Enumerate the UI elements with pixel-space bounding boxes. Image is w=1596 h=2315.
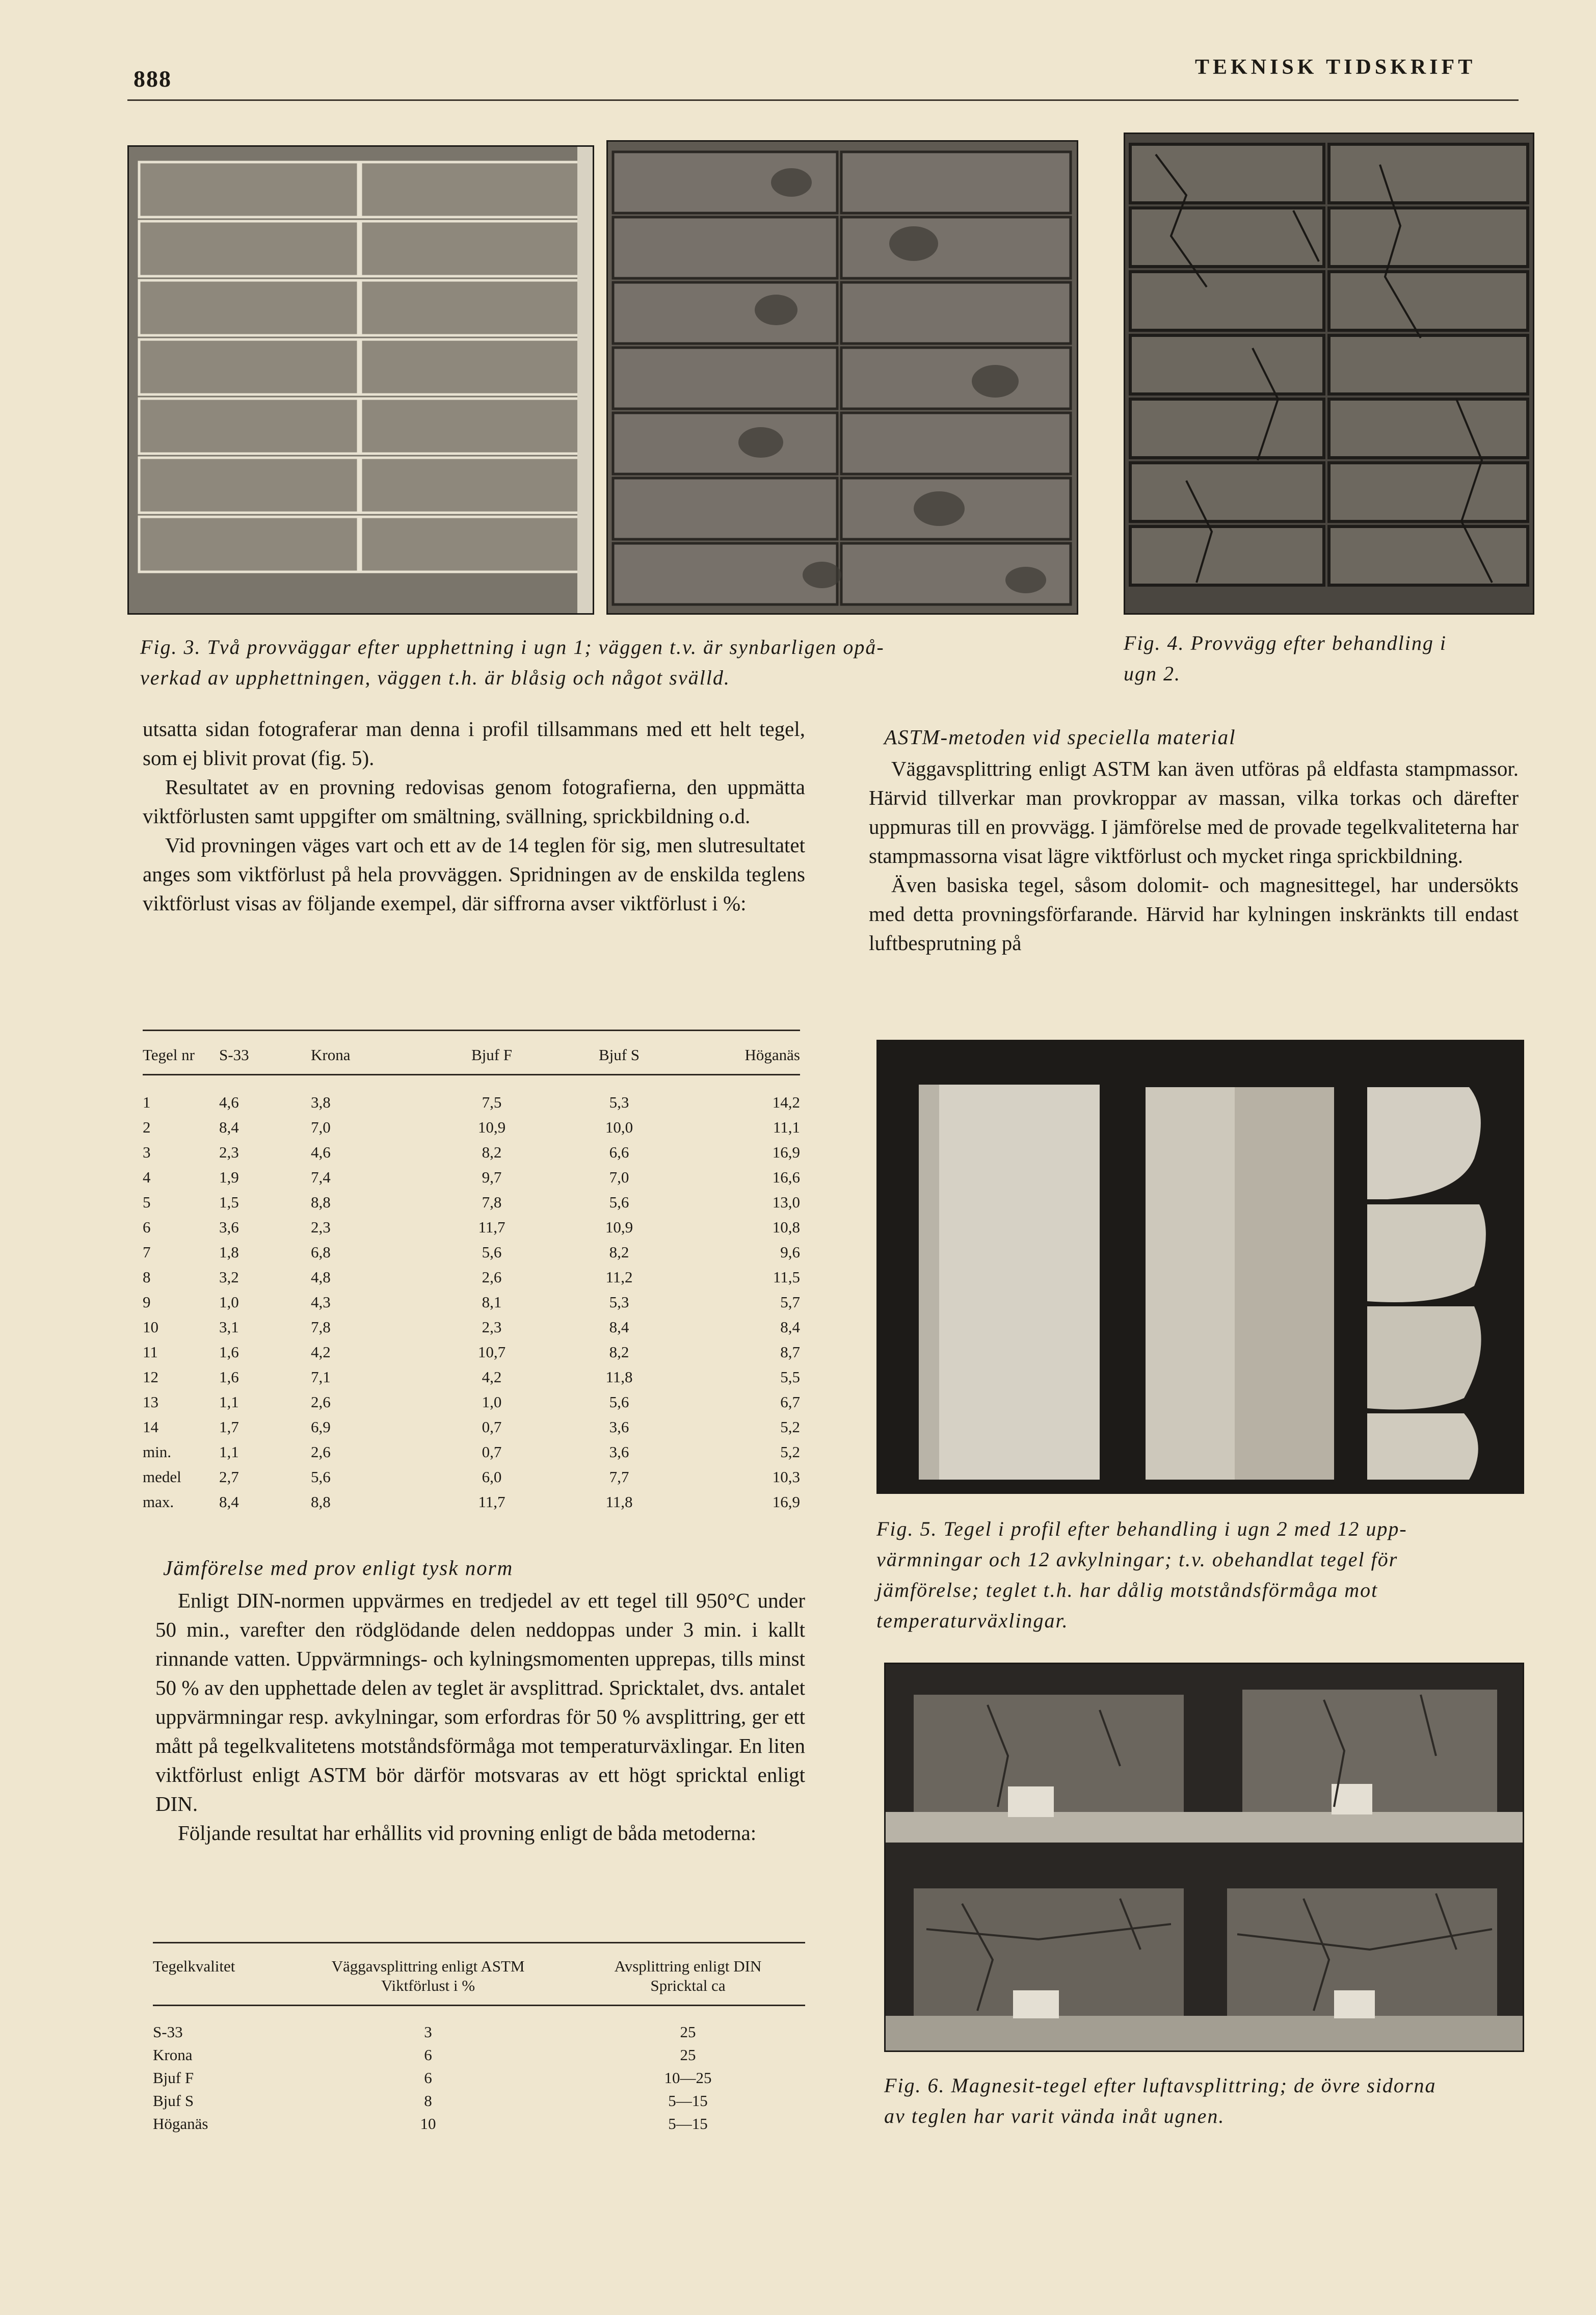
weight-loss-row (143, 1265, 800, 1290)
right-para-1: Väggavsplittring enligt ASTM kan även utföras på eldfasta stampmassor. Härvid tillverkar man provkroppar av massan, vilka torkas och därefter uppmuras till en provvägg. I jämförelse med de provade tegelkvaliteterna har stampmassorna visat lägre viktförlust och mycket ringa sprickbildning. (869, 757, 1519, 867)
header-bjuf-f: Bjuf F (471, 1046, 513, 1064)
left-para-1: utsatta sidan fotograferar man denna i profil tillsammans med ett helt tegel, som ej blivit provat (fig. 5). (143, 717, 805, 770)
cell-astm-viktforlust: 3 (424, 2023, 432, 2041)
cell-tegelkvalitet: Höganäs (153, 2115, 208, 2133)
din-para-2: Följande resultat har erhållits vid provning enligt de båda metoderna: (178, 1821, 757, 1845)
cell-bjuf-s: 8,2 (609, 1243, 629, 1261)
cell-s33: 1,1 (219, 1393, 239, 1411)
cell-hoganas: 5,2 (780, 1443, 800, 1461)
fig6-magnesite-brick-photo (884, 1663, 1524, 2052)
cell-din-spricktal: 10—25 (664, 2069, 712, 2087)
cell-hoganas: 16,9 (772, 1143, 800, 1161)
left-para-2: Resultatet av en provning redovisas genom fotografierna, den uppmätta viktförlusten samt uppgifter om smältning, svällning, sprickbildning o.d. (143, 775, 805, 828)
cell-hoganas: 11,5 (773, 1268, 800, 1286)
weight-loss-row (143, 1115, 800, 1140)
cell-bjuf-f: 0,7 (482, 1418, 502, 1436)
left-para-3: Vid provningen väges vart och ett av de 14 teglen för sig, men slutresultatet anges som viktförlust på hela provväggen. Spridningen av de enskilda teglens viktförlust visas av följande exempel, där siffrorna avser viktförlust i %: (143, 833, 805, 915)
cell-tegel-nr: max. (143, 1493, 174, 1511)
cell-krona: 8,8 (311, 1193, 331, 1211)
cell-krona: 2,6 (311, 1443, 331, 1461)
cell-krona: 8,8 (311, 1493, 331, 1511)
cell-din-spricktal: 5—15 (668, 2115, 708, 2133)
cell-hoganas: 10,8 (772, 1218, 800, 1236)
cell-s33: 2,3 (219, 1143, 239, 1161)
cell-tegelkvalitet: Bjuf S (153, 2092, 194, 2110)
cell-krona: 6,8 (311, 1243, 331, 1261)
cell-hoganas: 5,2 (780, 1418, 800, 1436)
cell-s33: 8,4 (219, 1118, 239, 1136)
cell-bjuf-f: 2,6 (482, 1268, 502, 1286)
cell-bjuf-s: 11,2 (605, 1268, 633, 1286)
cell-hoganas: 5,5 (780, 1368, 800, 1386)
header-astm-line2: Viktförlust i % (381, 1977, 475, 1994)
comparison-row (153, 2066, 805, 2089)
cell-s33: 4,6 (219, 1093, 239, 1111)
cell-s33: 2,7 (219, 1468, 239, 1486)
fig5-caption-line2: värmningar och 12 avkylningar; t.v. obehandlat tegel för (876, 1548, 1398, 1571)
cell-s33: 1,8 (219, 1243, 239, 1261)
right-para-2: Även basiska tegel, såsom dolomit- och magnesittegel, har undersökts med detta provningsförfarande. Härvid har kylningen inskränkts till endast luftbesprutning på (869, 873, 1519, 955)
header-rule (127, 99, 1519, 101)
comparison-row (153, 2043, 805, 2066)
cell-bjuf-f: 2,3 (482, 1318, 502, 1336)
cell-tegel-nr: 10 (143, 1318, 158, 1336)
fig5-caption-line4: temperaturväxlingar. (876, 1609, 1069, 1632)
cell-tegel-nr: 8 (143, 1268, 151, 1286)
cell-krona: 7,0 (311, 1118, 331, 1136)
weight-loss-row (143, 1339, 800, 1364)
cell-tegel-nr: 9 (143, 1293, 151, 1311)
weight-loss-row (143, 1165, 800, 1190)
left-column-intro (143, 715, 805, 918)
fig5-caption (876, 1514, 1519, 1636)
cell-krona: 3,8 (311, 1093, 331, 1111)
cell-bjuf-f: 6,0 (482, 1468, 502, 1486)
cell-bjuf-s: 8,2 (609, 1343, 629, 1361)
cell-astm-viktforlust: 6 (424, 2069, 432, 2087)
cell-s33: 1,6 (219, 1343, 239, 1361)
fig6-caption-line1: Fig. 6. Magnesit-tegel efter luftavsplittring; de övre sidorna (884, 2074, 1437, 2097)
weight-loss-row (143, 1364, 800, 1389)
comparison-row (153, 2112, 805, 2135)
cell-bjuf-f: 4,2 (482, 1368, 502, 1386)
weight-loss-row (143, 1439, 800, 1464)
cell-bjuf-f: 11,7 (478, 1218, 506, 1236)
header-din (571, 1943, 805, 2006)
comparison-table-header (153, 1943, 805, 2006)
cell-bjuf-f: 7,5 (482, 1093, 502, 1111)
fig5-caption-line1: Fig. 5. Tegel i profil efter behandling i ugn 2 med 12 upp- (876, 1517, 1407, 1540)
cell-s33: 1,7 (219, 1418, 239, 1436)
cell-astm-viktforlust: 6 (424, 2046, 432, 2064)
astm-section-heading: ASTM-metoden vid speciella material (884, 725, 1236, 749)
cell-tegel-nr: 1 (143, 1093, 151, 1111)
cell-bjuf-f: 11,7 (478, 1493, 506, 1511)
fig6-caption (884, 2070, 1526, 2132)
weight-loss-row (143, 1075, 800, 1115)
cell-bjuf-s: 10,9 (605, 1218, 633, 1236)
cell-bjuf-f: 10,9 (477, 1118, 506, 1136)
header-din-line1: Avsplittring enligt DIN (614, 1957, 762, 1975)
journal-title: TEKNISK TIDSKRIFT (1195, 56, 1476, 79)
weight-loss-row (143, 1414, 800, 1439)
header-tegelkvalitet: Tegelkvalitet (153, 1957, 235, 1975)
cell-hoganas: 6,7 (780, 1393, 800, 1411)
cell-krona: 5,6 (311, 1468, 331, 1486)
cell-bjuf-s: 11,8 (605, 1493, 633, 1511)
cell-krona: 6,9 (311, 1418, 331, 1436)
cell-bjuf-s: 3,6 (609, 1443, 629, 1461)
weight-loss-row (143, 1140, 800, 1165)
cell-bjuf-s: 5,6 (609, 1193, 629, 1211)
cell-tegel-nr: medel (143, 1468, 181, 1486)
cell-s33: 3,1 (219, 1318, 239, 1336)
cell-bjuf-s: 10,0 (605, 1118, 633, 1136)
cell-astm-viktforlust: 8 (424, 2092, 432, 2110)
cell-bjuf-f: 1,0 (482, 1393, 502, 1411)
fig4-caption-line1: Fig. 4. Provvägg efter behandling i (1124, 632, 1447, 654)
cell-tegel-nr: 3 (143, 1143, 151, 1161)
cell-bjuf-s: 11,8 (605, 1368, 633, 1386)
page-number: 888 (134, 66, 172, 92)
cell-s33: 1,9 (219, 1168, 239, 1186)
weight-loss-row (143, 1190, 800, 1215)
cell-hoganas: 16,9 (772, 1493, 800, 1511)
cell-tegel-nr: 6 (143, 1218, 151, 1236)
comparison-row (153, 2089, 805, 2112)
cell-bjuf-f: 5,6 (482, 1243, 502, 1261)
cell-krona: 2,3 (311, 1218, 331, 1236)
comparison-row (153, 2006, 805, 2044)
right-column-text (869, 754, 1519, 958)
header-astm (285, 1943, 571, 2006)
cell-hoganas: 5,7 (780, 1293, 800, 1311)
din-section-text (155, 1586, 805, 1848)
cell-s33: 1,0 (219, 1293, 239, 1311)
fig4-caption (1124, 628, 1531, 689)
cell-bjuf-s: 5,3 (609, 1093, 629, 1111)
weight-loss-table (143, 1030, 800, 1514)
cell-astm-viktforlust: 10 (420, 2115, 436, 2133)
fig3-caption-line2: verkad av upphettningen, väggen t.h. är blåsig och något svälld. (140, 666, 730, 689)
cell-hoganas: 14,2 (772, 1093, 800, 1111)
weight-loss-row (143, 1240, 800, 1265)
cell-s33: 3,6 (219, 1218, 239, 1236)
fig3-right-wall-photo (606, 140, 1078, 615)
header-din-line2: Spricktal ca (650, 1977, 726, 1994)
cell-tegel-nr: 13 (143, 1393, 158, 1411)
cell-tegelkvalitet: S-33 (153, 2023, 183, 2041)
cell-krona: 7,1 (311, 1368, 331, 1386)
cell-s33: 8,4 (219, 1493, 239, 1511)
cell-bjuf-f: 9,7 (482, 1168, 502, 1186)
fig3-caption (140, 632, 1098, 693)
cell-tegelkvalitet: Krona (153, 2046, 193, 2064)
header-krona: Krona (311, 1046, 351, 1064)
cell-bjuf-s: 7,0 (609, 1168, 629, 1186)
cell-krona: 4,2 (311, 1343, 331, 1361)
cell-krona: 4,8 (311, 1268, 331, 1286)
cell-krona: 4,3 (311, 1293, 331, 1311)
fig4-wall-photo (1124, 133, 1534, 615)
weight-loss-row (143, 1489, 800, 1514)
cell-krona: 4,6 (311, 1143, 331, 1161)
cell-din-spricktal: 5—15 (668, 2092, 708, 2110)
cell-tegel-nr: min. (143, 1443, 171, 1461)
weight-loss-table-header (143, 1031, 800, 1075)
cell-bjuf-f: 10,7 (477, 1343, 506, 1361)
fig5-caption-line3: jämförelse; teglet t.h. har dålig motståndsförmåga mot (876, 1579, 1378, 1601)
header-hoganas: Höganäs (744, 1046, 800, 1064)
cell-s33: 3,2 (219, 1268, 239, 1286)
cell-s33: 1,5 (219, 1193, 239, 1211)
cell-hoganas: 10,3 (772, 1468, 800, 1486)
cell-bjuf-f: 7,8 (482, 1193, 502, 1211)
fig3-left-wall-photo (127, 145, 594, 615)
cell-bjuf-f: 8,2 (482, 1143, 502, 1161)
fig3-caption-line1: Fig. 3. Två provväggar efter upphettning i ugn 1; väggen t.v. är synbarligen opå- (140, 636, 885, 659)
fig5-brick-profile-photo (876, 1040, 1524, 1494)
cell-bjuf-s: 6,6 (609, 1143, 629, 1161)
cell-krona: 7,8 (311, 1318, 331, 1336)
fig6-caption-line2: av teglen har varit vända inåt ugnen. (884, 2104, 1225, 2127)
cell-hoganas: 8,4 (780, 1318, 800, 1336)
cell-krona: 7,4 (311, 1168, 331, 1186)
cell-hoganas: 11,1 (773, 1118, 800, 1136)
cell-krona: 2,6 (311, 1393, 331, 1411)
din-para-1: Enligt DIN-normen uppvärmes en tredjedel av ett tegel till 950°C under 50 min., varefter den rödglödande delen neddoppas under 3 min. i kallt rinnande vatten. Uppvärmnings- och kylningsmomenten upprepas, tills minst 50 % av den upphettade delen av teglet är avsplittrad. Spricktalet, dvs. antalet uppvärmningar resp. avkylningar, som erfordras för 50 % avsplittring, ger ett mått på tegelkvalitetens motståndsförmåga mot temperaturväxlingar. En liten viktförlust enligt ASTM bör därför motsvaras av ett högt spricktal enligt DIN. (155, 1589, 805, 1816)
cell-tegel-nr: 4 (143, 1168, 151, 1186)
cell-bjuf-f: 0,7 (482, 1443, 502, 1461)
cell-tegelkvalitet: Bjuf F (153, 2069, 194, 2087)
cell-s33: 1,1 (219, 1443, 239, 1461)
cell-tegel-nr: 14 (143, 1418, 158, 1436)
cell-bjuf-s: 5,3 (609, 1293, 629, 1311)
cell-din-spricktal: 25 (680, 2046, 696, 2064)
cell-tegel-nr: 12 (143, 1368, 158, 1386)
astm-din-comparison-table (153, 1942, 805, 2135)
header-s33: S-33 (219, 1046, 249, 1064)
cell-bjuf-s: 8,4 (609, 1318, 629, 1336)
cell-hoganas: 9,6 (780, 1243, 800, 1261)
cell-s33: 1,6 (219, 1368, 239, 1386)
cell-bjuf-f: 8,1 (482, 1293, 502, 1311)
cell-tegel-nr: 5 (143, 1193, 151, 1211)
cell-bjuf-s: 3,6 (609, 1418, 629, 1436)
cell-tegel-nr: 11 (143, 1343, 158, 1361)
header-tegel-nr: Tegel nr (143, 1046, 195, 1064)
cell-tegel-nr: 2 (143, 1118, 151, 1136)
cell-bjuf-s: 5,6 (609, 1393, 629, 1411)
cell-hoganas: 13,0 (772, 1193, 800, 1211)
weight-loss-row (143, 1314, 800, 1339)
weight-loss-row (143, 1215, 800, 1240)
cell-tegel-nr: 7 (143, 1243, 151, 1261)
cell-hoganas: 16,6 (772, 1168, 800, 1186)
din-section-heading: Jämförelse med prov enligt tysk norm (163, 1556, 514, 1580)
header-bjuf-s: Bjuf S (598, 1046, 640, 1064)
cell-hoganas: 8,7 (780, 1343, 800, 1361)
cell-din-spricktal: 25 (680, 2023, 696, 2041)
header-astm-line1: Väggavsplittring enligt ASTM (331, 1957, 525, 1975)
fig4-caption-line2: ugn 2. (1124, 662, 1181, 685)
weight-loss-row (143, 1389, 800, 1414)
weight-loss-row (143, 1290, 800, 1314)
weight-loss-row (143, 1464, 800, 1489)
cell-bjuf-s: 7,7 (609, 1468, 629, 1486)
